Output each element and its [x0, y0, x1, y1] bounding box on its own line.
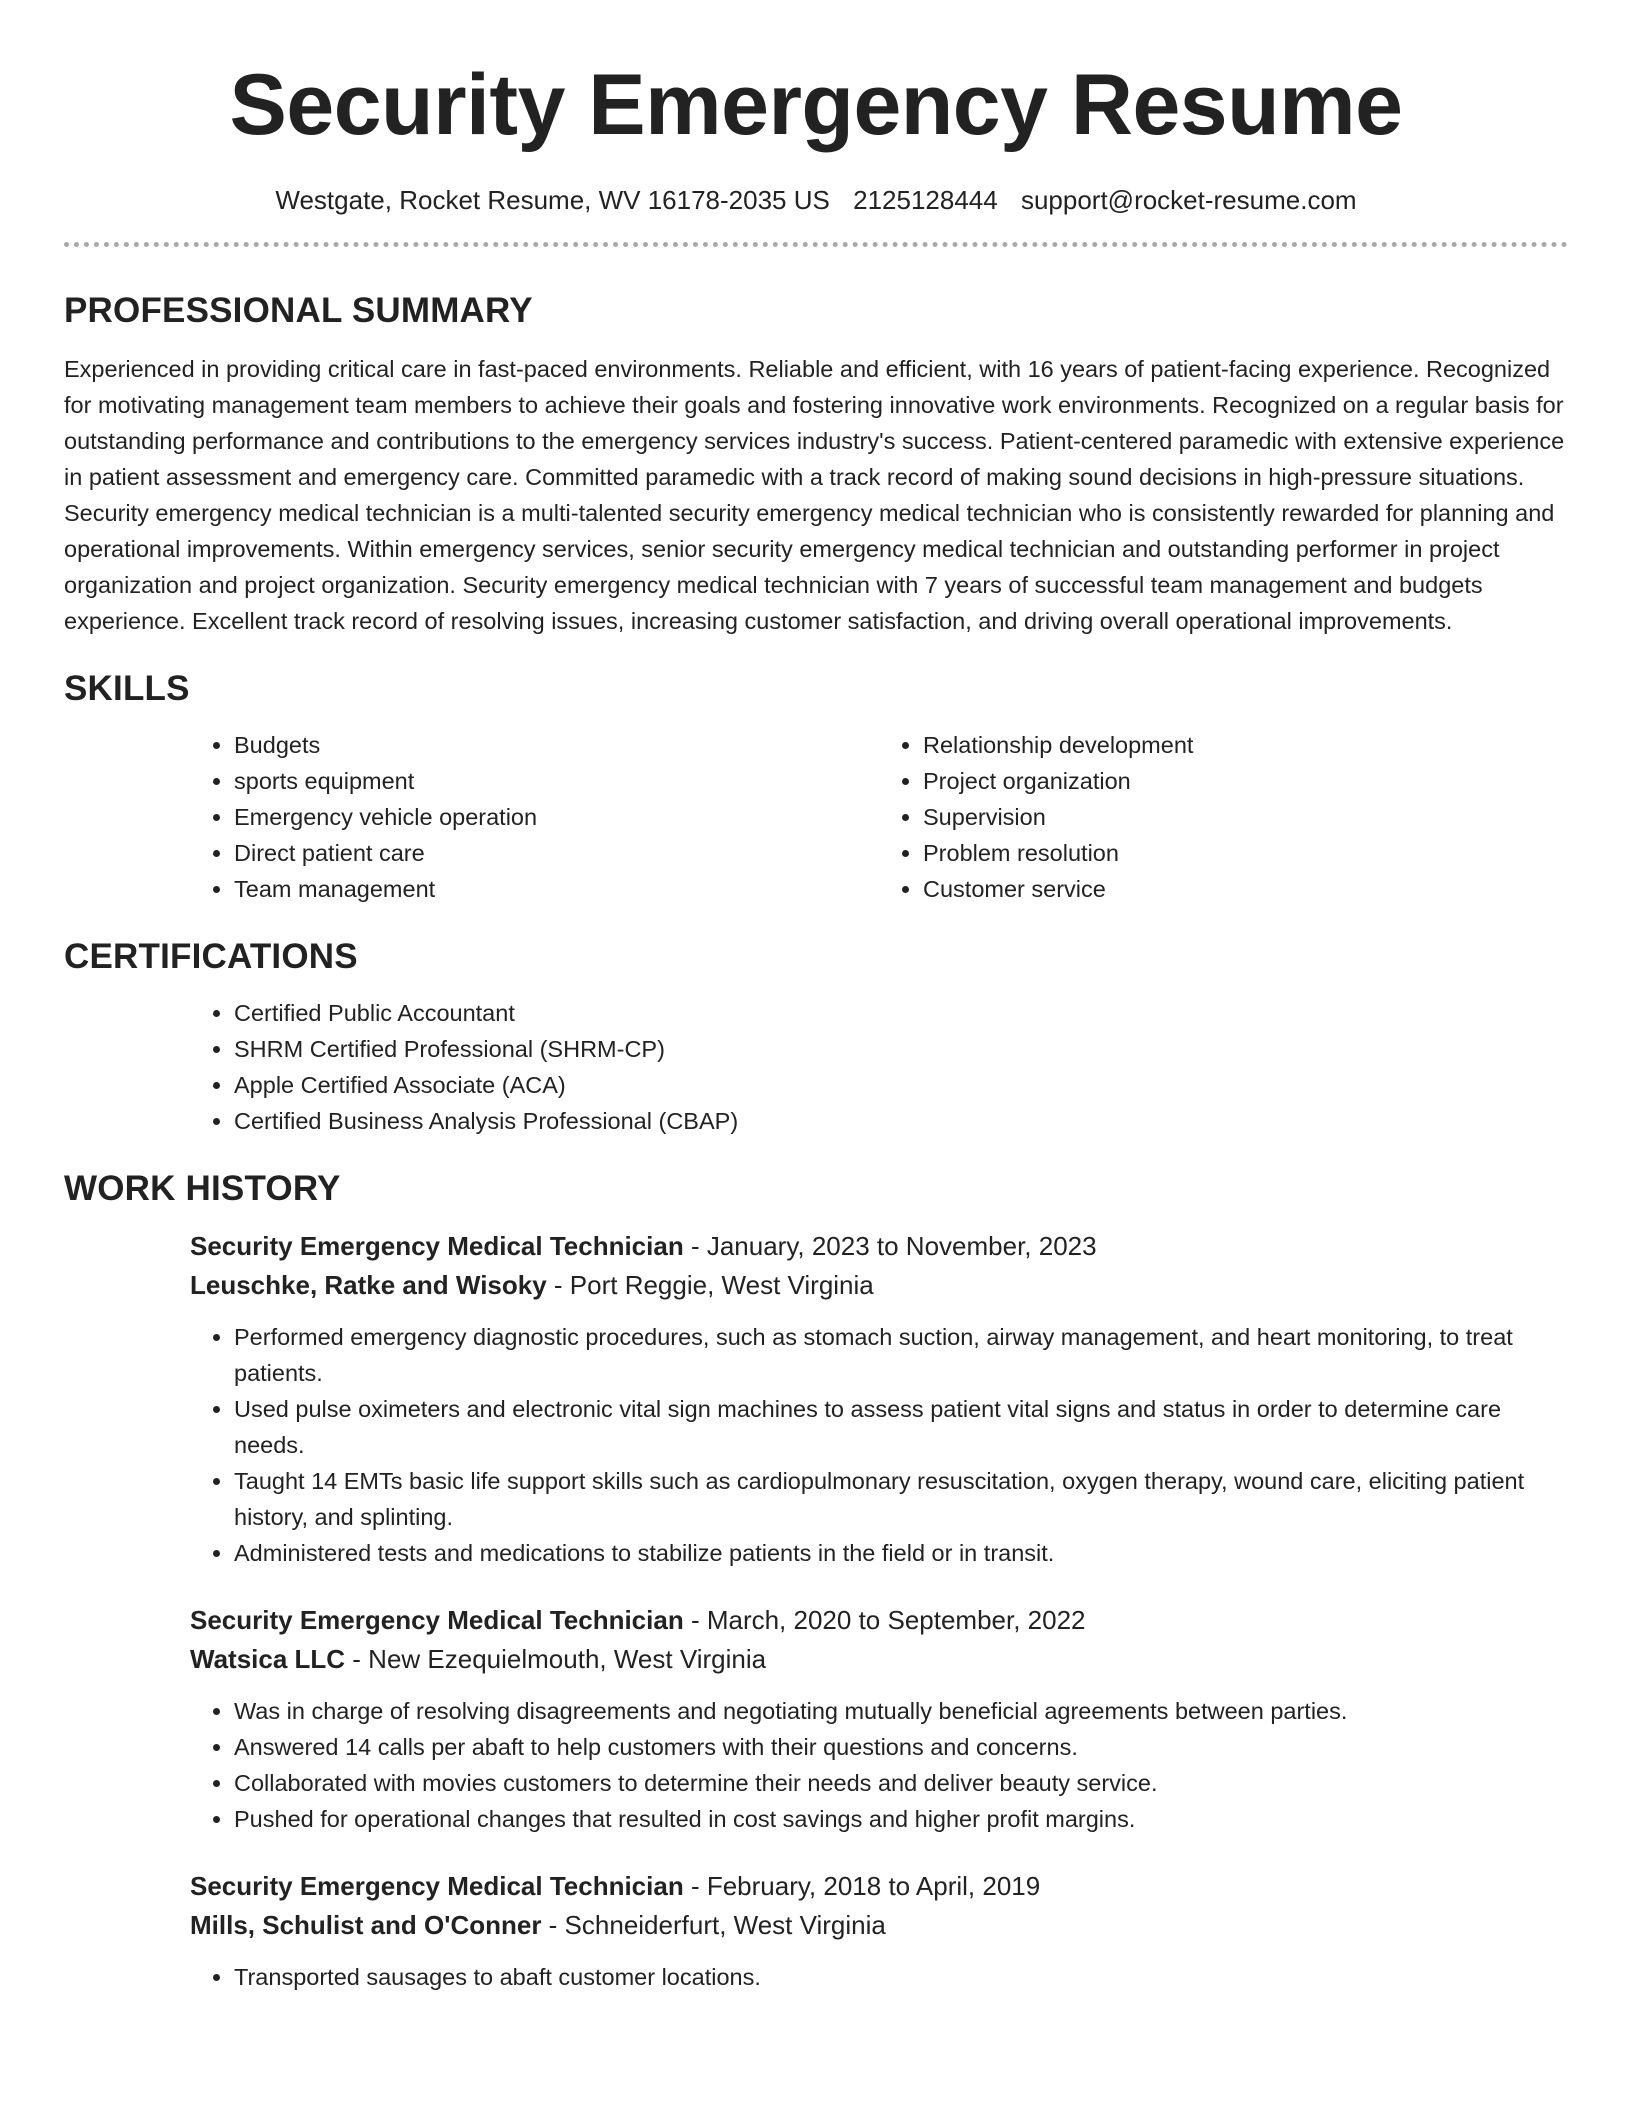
job-company-line [190, 1906, 1568, 1945]
job-entry [190, 1227, 1568, 1571]
job-company-line [190, 1640, 1568, 1679]
job-bullet: • Answered 14 calls per abaft to help customers with their questions and concerns. [234, 1729, 1568, 1765]
job-company: Leuschke, Ratke and Wisoky [190, 1270, 547, 1300]
job-entry [190, 1601, 1568, 1837]
job-location: - New Ezequielmouth, West Virginia [345, 1644, 767, 1674]
certifications-list [190, 995, 1568, 1139]
job-bullets [190, 1959, 1568, 1995]
work-history-section [64, 1169, 1568, 1995]
skill-item: • Direct patient care [234, 835, 879, 871]
job-role-line [190, 1601, 1568, 1640]
job-location: - Port Reggie, West Virginia [546, 1270, 874, 1300]
job-bullet: • Transported sausages to abaft customer locations. [234, 1959, 1568, 1995]
skill-item: • Team management [234, 871, 879, 907]
job-company: Mills, Schulist and O'Conner [190, 1910, 542, 1940]
job-role-line [190, 1867, 1568, 1906]
job-dates: - March, 2020 to September, 2022 [683, 1605, 1086, 1635]
skill-item: • Emergency vehicle operation [234, 799, 879, 835]
skill-item: • Project organization [923, 763, 1568, 799]
skills-heading: SKILLS [64, 669, 190, 708]
summary-text: Experienced in providing critical care in fast-paced environments. Reliable and efficient, with 16 years of patient-facing experience. Recognized for motivating management team members to achieve their goals and fostering innovative work environments. Recognized on a regular basis for outstanding performance and contributions to the emergency services industry's success. Patient-centered paramedic with extensive experience in patient assessment and emergency care. Committed paramedic with a track record of making sound decisions in high-pressure situations. Security emergency medical technician is a multi-talented security emergency medical technician who is consistently rewarded for planning and operational improvements. Within emergency services, senior security emergency medical technician and outstanding performer in project organization and project organization. Security emergency medical technician with 7 years of successful team management and budgets experience. Excellent track record of resolving issues, increasing customer satisfaction, and driving overall operational improvements. [64, 356, 1565, 634]
contact-line [64, 185, 1568, 216]
job-role: Security Emergency Medical Technician [190, 1871, 684, 1901]
certification-item: • SHRM Certified Professional (SHRM-CP) [234, 1031, 1568, 1067]
certification-item: • Apple Certified Associate (ACA) [234, 1067, 1568, 1103]
job-location: - Schneiderfurt, West Virginia [541, 1910, 886, 1940]
skill-item: • Relationship development [923, 727, 1568, 763]
job-entry [190, 1867, 1568, 1995]
job-company-line [190, 1266, 1568, 1305]
contact-email: support@rocket-resume.com [1020, 185, 1357, 215]
contact-phone: 2125128444 [853, 185, 998, 215]
summary-heading: PROFESSIONAL SUMMARY [64, 291, 533, 330]
job-company: Watsica LLC [190, 1644, 346, 1674]
certifications-heading: CERTIFICATIONS [64, 937, 358, 976]
job-bullet: • Taught 14 EMTs basic life support skills such as cardiopulmonary resuscitation, oxygen therapy, wound care, eliciting patient history, and splinting. [234, 1463, 1568, 1535]
certifications-section [64, 937, 1568, 1139]
skills-list-left [190, 727, 879, 907]
job-bullets [190, 1319, 1568, 1571]
skill-item: • Budgets [234, 727, 879, 763]
skills-list-right [879, 727, 1568, 907]
skill-item: • Problem resolution [923, 835, 1568, 871]
job-bullet: • Used pulse oximeters and electronic vital sign machines to assess patient vital signs and status in order to determine care needs. [234, 1391, 1568, 1463]
job-bullet: • Collaborated with movies customers to determine their needs and deliver beauty service. [234, 1765, 1568, 1801]
job-bullet: • Was in charge of resolving disagreements and negotiating mutually beneficial agreements between parties. [234, 1693, 1568, 1729]
job-role: Security Emergency Medical Technician [190, 1605, 684, 1635]
job-role-line [190, 1227, 1568, 1266]
certification-item: • Certified Public Accountant [234, 995, 1568, 1031]
skill-item: • Customer service [923, 871, 1568, 907]
header-divider [64, 242, 1568, 247]
certification-item: • Certified Business Analysis Professional (CBAP) [234, 1103, 1568, 1139]
work-history-heading: WORK HISTORY [64, 1169, 341, 1208]
skill-item: • sports equipment [234, 763, 879, 799]
job-dates: - February, 2018 to April, 2019 [683, 1871, 1041, 1901]
contact-address: Westgate, Rocket Resume, WV 16178-2035 US [275, 185, 830, 215]
skills-section [64, 669, 1568, 907]
job-bullets [190, 1693, 1568, 1837]
summary-section [64, 291, 1568, 639]
job-bullet: • Pushed for operational changes that resulted in cost savings and higher profit margins. [234, 1801, 1568, 1837]
job-dates: - January, 2023 to November, 2023 [683, 1231, 1097, 1261]
skills-grid [190, 727, 1568, 907]
job-role: Security Emergency Medical Technician [190, 1231, 684, 1261]
resume-title: Security Emergency Resume [229, 57, 1403, 153]
job-bullet: • Performed emergency diagnostic procedures, such as stomach suction, airway management, and heart monitoring, to treat patients. [234, 1319, 1568, 1391]
skill-item: • Supervision [923, 799, 1568, 835]
job-bullet: • Administered tests and medications to stabilize patients in the field or in transit. [234, 1535, 1568, 1571]
